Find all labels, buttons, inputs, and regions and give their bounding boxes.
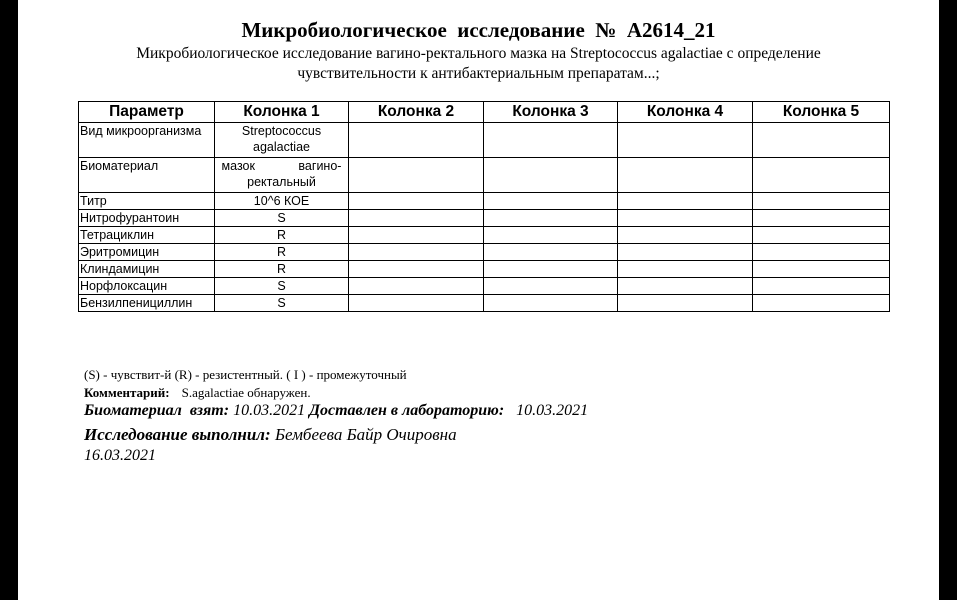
cell-col5: [753, 123, 890, 158]
cell-col3: [484, 227, 618, 244]
taken-date: 10.03.2021: [233, 402, 306, 419]
row-param: Биоматериал: [79, 158, 215, 193]
row-value-col1: 10^6 КОЕ: [215, 193, 349, 210]
table-header-row: [79, 102, 890, 123]
comment-label: Комментарий:: [84, 385, 170, 400]
cell-col5: [753, 193, 890, 210]
cell-col3: [484, 295, 618, 312]
row-param: Титр: [79, 193, 215, 210]
cell-col5: [753, 244, 890, 261]
row-param: Нитрофурантоин: [79, 210, 215, 227]
cell-col4: [618, 210, 753, 227]
row-value-col1: S: [215, 210, 349, 227]
cell-col4: [618, 158, 753, 193]
row-param: Бензилпенициллин: [79, 295, 215, 312]
sensitivity-legend: (S) - чувствит-й (R) - резистентный. ( I ) - промежуточный: [84, 367, 407, 382]
cell-col4: [618, 295, 753, 312]
cell-col3: [484, 278, 618, 295]
row-param: Норфлоксацин: [79, 278, 215, 295]
header-column-3: Колонка 3: [484, 102, 618, 123]
comment-text: S.agalactiae обнаружен.: [181, 385, 311, 400]
cell-col3: [484, 158, 618, 193]
cell-col4: [618, 244, 753, 261]
cell-col2: [349, 278, 484, 295]
cell-col2: [349, 193, 484, 210]
table-row: [79, 123, 890, 158]
cell-col2: [349, 227, 484, 244]
row-param: Клиндамицин: [79, 261, 215, 278]
table-row: [79, 295, 890, 312]
cell-col3: [484, 210, 618, 227]
cell-col3: [484, 123, 618, 158]
row-param: Эритромицин: [79, 244, 215, 261]
cell-col5: [753, 158, 890, 193]
header-column-1: Колонка 1: [215, 102, 349, 123]
table-row: [79, 244, 890, 261]
row-value-col1: R: [215, 227, 349, 244]
cell-col3: [484, 244, 618, 261]
table-row: [79, 261, 890, 278]
cell-col4: [618, 278, 753, 295]
report-subtitle: Микробиологическое исследование вагино-ректального мазка на Streptococcus agalactiae с определение чувствительности к антибактериальным препаратам...;: [136, 45, 821, 82]
cell-col5: [753, 261, 890, 278]
cell-col3: [484, 261, 618, 278]
row-param: Тетрациклин: [79, 227, 215, 244]
cell-col3: [484, 193, 618, 210]
cell-col4: [618, 123, 753, 158]
cell-col2: [349, 158, 484, 193]
cell-col4: [618, 227, 753, 244]
dates-line: [84, 402, 588, 420]
table-row: [79, 227, 890, 244]
cell-col4: [618, 193, 753, 210]
row-value-col1: Streptococcus agalactiae: [215, 123, 349, 158]
taken-label: Биоматериал взят:: [84, 402, 230, 419]
cell-col2: [349, 261, 484, 278]
cell-col2: [349, 244, 484, 261]
header-column-4: Колонка 4: [618, 102, 753, 123]
table-row: [79, 158, 890, 193]
header-column-2: Колонка 2: [349, 102, 484, 123]
performer-name: Бембеева Байр Очировна: [274, 425, 457, 444]
row-value-col1: R: [215, 261, 349, 278]
table-row: [79, 193, 890, 210]
table-row: [79, 210, 890, 227]
header-column-5: Колонка 5: [753, 102, 890, 123]
table-row: [79, 278, 890, 295]
cell-col2: [349, 123, 484, 158]
report-page: [18, 0, 939, 600]
performer-label: Исследование выполнил:: [84, 425, 271, 444]
cell-col2: [349, 295, 484, 312]
completion-date: 16.03.2021: [84, 447, 156, 464]
row-value-col1: S: [215, 278, 349, 295]
results-table: [78, 101, 890, 312]
header-parameter: Параметр: [79, 102, 215, 123]
report-title: Микробиологическое исследование № А2614_21: [241, 18, 716, 42]
delivered-date: 10.03.2021: [516, 402, 589, 419]
performer-line: [84, 425, 457, 445]
cell-col5: [753, 210, 890, 227]
delivered-label: Доставлен в лабораторию:: [309, 402, 505, 419]
cell-col5: [753, 278, 890, 295]
comment-line: [84, 385, 311, 401]
row-value-col1: R: [215, 244, 349, 261]
cell-col5: [753, 295, 890, 312]
cell-col4: [618, 261, 753, 278]
row-param: Вид микроорганизма: [79, 123, 215, 158]
cell-col2: [349, 210, 484, 227]
row-value-col1: мазок вагино-ректальный: [215, 158, 349, 193]
cell-col5: [753, 227, 890, 244]
row-value-col1: S: [215, 295, 349, 312]
